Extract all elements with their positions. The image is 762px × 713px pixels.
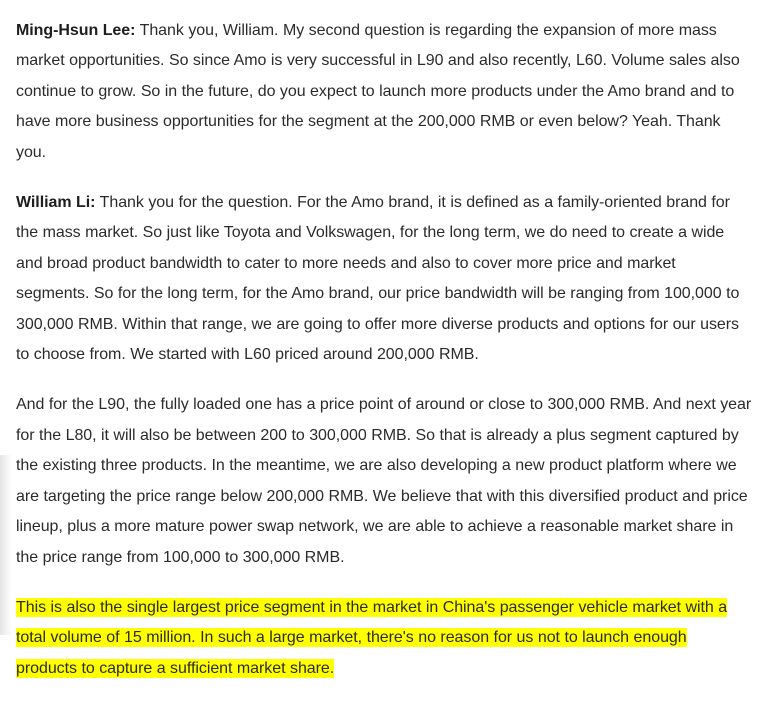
transcript-paragraph-william-li — [16, 188, 752, 370]
speaker-name: Ming-Hsun Lee: — [16, 22, 136, 39]
speaker-name: William Li: — [16, 194, 96, 212]
paragraph-text: And for the L90, the fully loaded one has a price point of around or close to 300,000 RMB. And next year for the L80, it will also be between 200 to 300,000 RMB. So that is already a plus segment captured by the existing three products. In the meantime, we are also developing a new product platform where we are targeting the price range below 200,000 RMB. We believe that with this diversified product and price lineup, plus a more mature power swap network, we are able to achieve a reasonable market share in the price range from 100,000 to 300,000 RMB. — [16, 396, 752, 566]
paragraph-text: Thank you for the question. For the Amo brand, it is defined as a family-oriented brand for the mass market. So just like Toyota and Volkswagen, for the long term, we do need to create a wide and broad product bandwidth to cater to more needs and also to cover more price and market segments. So for the long term, for the Amo brand, our price bandwidth will be ranging from 100,000 to 300,000 RMB. Within that range, we are going to offer more diverse products and options for our users to choose from. We started with L60 priced around 200,000 RMB. — [16, 194, 740, 364]
paragraph-text: Thank you, William. My second question is regarding the expansion of more mass market opportunities. So since Amo is very successful in L90 and also recently, L60. Volume sales also continue to grow. So in the future, do you expect to launch more products under the Amo brand and to have more business opportunities for the segment at the 200,000 RMB or even below? Yeah. Thank you. — [16, 22, 740, 161]
transcript-paragraph-ming-hsun-lee — [16, 16, 752, 168]
transcript-paragraph-highlighted — [16, 593, 752, 684]
highlighted-text: This is also the single largest price segment in the market in China's passenger vehicle market with a total volume of 15 million. In such a large market, there's no reason for us not to launch enough products to capture a sufficient market share. — [16, 598, 728, 677]
page-edge-shadow — [0, 455, 12, 635]
transcript-paragraph-continued — [16, 390, 752, 572]
transcript-article — [16, 16, 752, 704]
